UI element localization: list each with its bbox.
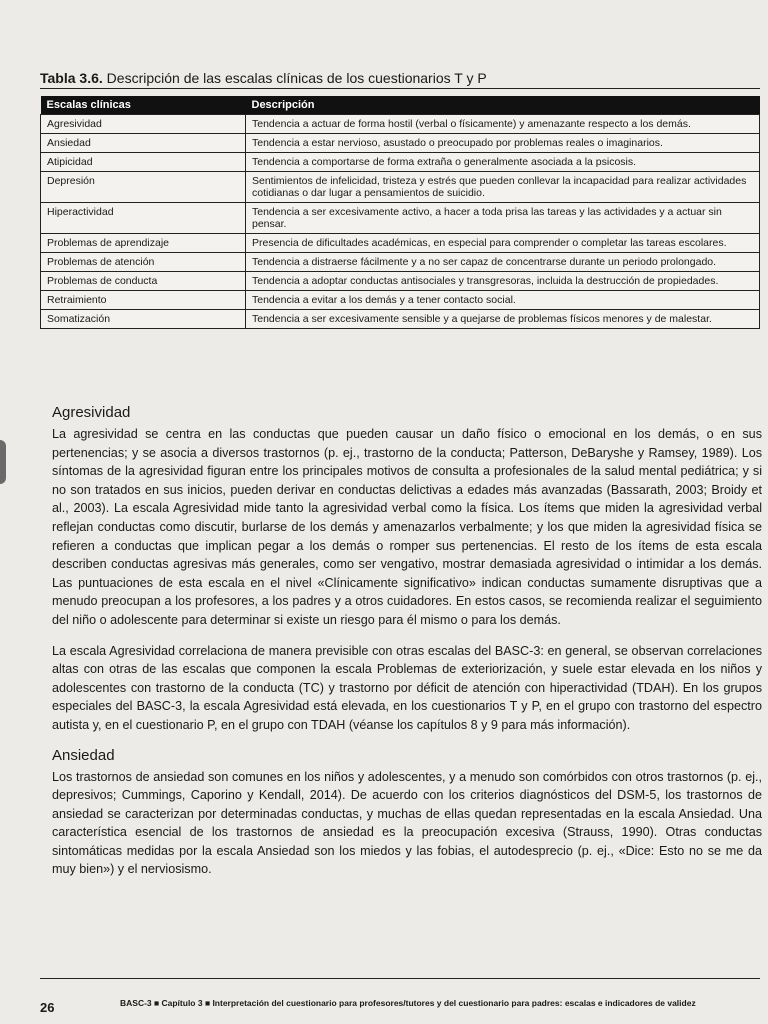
table-title [40,70,487,86]
header-scales: Escalas clínicas [41,96,246,115]
scale-name: Hiperactividad [41,203,246,234]
table-row [41,253,760,272]
paragraph: La agresividad se centra en las conductas que pueden causar un daño físico o emocional en los demás, o en sus pertenencias; y se asocia a diversos trastornos (p. ej., trastorno de la conducta; Patterson, DeBaryshe y Ramsey, 1989). Los síntomas de la agresividad figuran entre los principales motivos de consulta a profesionales de la salud mental pediátrica; y si no son tratados en sus inicios, pueden derivar en conductas delictivas a edades más avanzadas (Bassarath, 2003; Broidy et al., 2003). La escala Agresividad mide tanto la agresividad verbal como la física. Los ítems que miden la agresividad verbal reflejan conductas como discutir, burlarse de los demás y amenazarlos verbalmente; y los que miden la agresividad física se refieren a conductas que implican pegar a los demás o romper sus pertenencias. El resto de los ítems de esta escala describen conductas agresivas más generales, como ser vengativo, mostrar demasiada agresividad o intimidar a los demás. Las puntuaciones de esta escala en el nivel «Clínicamente significativo» indican conductas sumamente disruptivas que a menudo preocupan a los profesores, a los padres y a otros cuidadores. En estos casos, se recomienda realizar el seguimiento del niño o adolescente para determinar si existe un riesgo para él mismo o para los demás. [52,427,762,627]
table-row [41,172,760,203]
scale-description: Tendencia a adoptar conductas antisociales y transgresoras, incluida la destrucción de propiedades. [246,272,760,291]
table-row [41,134,760,153]
scale-description: Tendencia a comportarse de forma extraña o generalmente asociada a la psicosis. [246,153,760,172]
body-text [52,404,762,891]
table-row [41,291,760,310]
scale-name: Atipicidad [41,153,246,172]
section-heading-ansiedad: Ansiedad [52,746,115,764]
scale-name: Retraimiento [41,291,246,310]
scale-description: Tendencia a ser excesivamente activo, a hacer a toda prisa las tareas y las actividades y a actuar sin pensar. [246,203,760,234]
scale-description: Tendencia a ser excesivamente sensible y a quejarse de problemas físicos menores y de malestar. [246,310,760,329]
paragraph: La escala Agresividad correlaciona de manera previsible con otras escalas del BASC-3: en general, se observan correlaciones altas con otras de las escalas que componen la escala Problemas de exteriorización, y suele estar elevada en los niños y adolescentes con trastorno de la conducta (TC) y trastorno por déficit de atención con hiperactividad (TDAH). En los grupos especiales del BASC-3, la escala Agresividad está elevada, en los cuestionarios T y P, en el grupo con trastorno del espectro autista y, en el cuestionario P, en el grupo con TDAH (véanse los capítulos 8 y 9 para más información). [52,643,762,732]
scale-description: Tendencia a estar nervioso, asustado o preocupado por problemas reales o imaginarios. [246,134,760,153]
scale-name: Problemas de aprendizaje [41,234,246,253]
header-description: Descripción [246,96,760,115]
scale-name: Agresividad [41,115,246,134]
scale-description: Tendencia a evitar a los demás y a tener contacto social. [246,291,760,310]
scale-name: Somatización [41,310,246,329]
clinical-scales-table [40,96,760,329]
table-row [41,115,760,134]
binding-shadow [0,440,6,484]
scale-name: Problemas de atención [41,253,246,272]
scale-name: Ansiedad [41,134,246,153]
scale-description: Presencia de dificultades académicas, en especial para comprender o completar las tareas escolares. [246,234,760,253]
scale-name: Depresión [41,172,246,203]
table-label: Tabla 3.6. [40,70,103,86]
section-heading-agresividad: Agresividad [52,404,131,421]
scale-description: Sentimientos de infelicidad, tristeza y estrés que pueden conllevar la incapacidad para realizar actividades cotidianas o dar lugar a pensamientos de suicidio. [246,172,760,203]
footer-rule [40,978,760,979]
scale-description: Tendencia a distraerse fácilmente y a no ser capaz de concentrarse durante un periodo prolongado. [246,253,760,272]
paragraph: Los trastornos de ansiedad son comunes en los niños y adolescentes, y a menudo son comórbidos con otros trastornos (p. ej., depresivos; Cummings, Caporino y Kendall, 2014). De acuerdo con los criterios diagnósticos del DSM-5, los trastornos de ansiedad se caracterizan por determinadas conductas, y muchas de ellas quedan representadas en la escala Ansiedad. Una característica esencial de los trastornos de ansiedad es la preocupación excesiva (Strauss, 1990). Otras conductas sintomáticas medidas por la escala Ansiedad son los miedos y las fobias, el autodesprecio (p. ej., «Dice: Esto no se me da muy bien») y el nerviosismo. [52,769,762,877]
scale-name: Problemas de conducta [41,272,246,291]
table-row [41,310,760,329]
table-row [41,272,760,291]
scale-description: Tendencia a actuar de forma hostil (verbal o físicamente) y amenazante respecto a los demás. [246,115,760,134]
table-caption: Descripción de las escalas clínicas de los cuestionarios T y P [106,70,487,86]
table-row [41,153,760,172]
table-header-row [41,96,760,115]
page-number: 26 [40,1000,55,1015]
table-row [41,234,760,253]
title-rule [40,88,760,89]
table-row [41,203,760,234]
running-footer: BASC-3 ■ Capítulo 3 ■ Interpretación del cuestionario para profesores/tutores y del cuestionario para padres: escalas e indicadores de validez [120,998,696,1008]
